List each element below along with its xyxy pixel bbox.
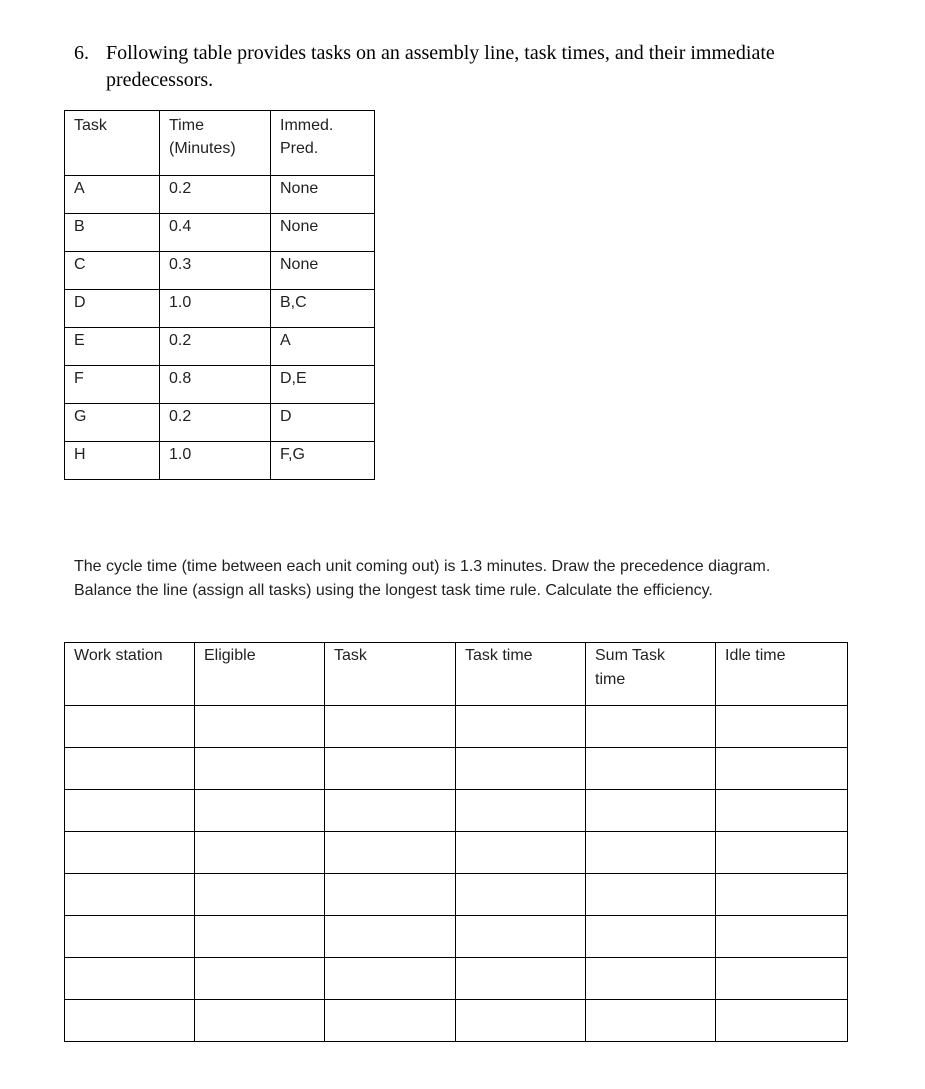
header-task-time: Task time <box>456 643 586 706</box>
blank-cell[interactable] <box>586 958 716 1000</box>
time-cell: 0.2 <box>160 328 271 366</box>
blank-cell[interactable] <box>716 916 848 958</box>
blank-cell[interactable] <box>716 790 848 832</box>
empty-row <box>65 832 848 874</box>
header-sum-task-time: Sum Task time <box>586 643 716 706</box>
blank-cell[interactable] <box>586 832 716 874</box>
empty-row <box>65 916 848 958</box>
blank-cell[interactable] <box>456 874 586 916</box>
blank-cell[interactable] <box>456 790 586 832</box>
blank-cell[interactable] <box>716 832 848 874</box>
blank-cell[interactable] <box>195 1000 325 1042</box>
blank-cell[interactable] <box>456 958 586 1000</box>
table-row <box>65 252 375 290</box>
time-cell: 0.3 <box>160 252 271 290</box>
time-cell: 1.0 <box>160 442 271 480</box>
task-cell: H <box>65 442 160 480</box>
question-text: Following table provides tasks on an assembly line, task times, and their immediate predecessors. <box>106 42 775 91</box>
blank-cell[interactable] <box>195 958 325 1000</box>
blank-cell[interactable] <box>65 916 195 958</box>
empty-row <box>65 1000 848 1042</box>
question <box>74 40 864 94</box>
blank-cell[interactable] <box>325 958 456 1000</box>
instructions-text: The cycle time (time between each unit coming out) is 1.3 minutes. Draw the precedence diagram. Balance the line (assign all tasks) using the longest task time rule. Calculate the efficiency. <box>74 558 771 599</box>
blank-cell[interactable] <box>325 790 456 832</box>
pred-cell: D,E <box>271 366 375 404</box>
header-eligible: Eligible <box>195 643 325 706</box>
time-cell: 1.0 <box>160 290 271 328</box>
header-time: Time (Minutes) <box>160 111 271 176</box>
task-cell: E <box>65 328 160 366</box>
blank-cell[interactable] <box>65 706 195 748</box>
blank-cell[interactable] <box>325 706 456 748</box>
pred-cell: D <box>271 404 375 442</box>
blank-cell[interactable] <box>195 832 325 874</box>
blank-cell[interactable] <box>195 874 325 916</box>
header-work-station: Work station <box>65 643 195 706</box>
pred-cell: None <box>271 252 375 290</box>
blank-cell[interactable] <box>325 916 456 958</box>
blank-cell[interactable] <box>65 748 195 790</box>
pred-cell: F,G <box>271 442 375 480</box>
table-row <box>65 366 375 404</box>
blank-cell[interactable] <box>195 790 325 832</box>
task-table-header-row <box>65 111 375 176</box>
table-row <box>65 290 375 328</box>
empty-row <box>65 958 848 1000</box>
time-cell: 0.2 <box>160 176 271 214</box>
question-number: 6. <box>74 42 89 64</box>
blank-cell[interactable] <box>65 832 195 874</box>
table-row <box>65 404 375 442</box>
blank-cell[interactable] <box>586 874 716 916</box>
blank-cell[interactable] <box>716 748 848 790</box>
blank-cell[interactable] <box>716 874 848 916</box>
task-cell: D <box>65 290 160 328</box>
blank-cell[interactable] <box>325 748 456 790</box>
blank-cell[interactable] <box>456 748 586 790</box>
pred-cell: A <box>271 328 375 366</box>
blank-cell[interactable] <box>195 748 325 790</box>
time-cell: 0.2 <box>160 404 271 442</box>
workstation-table-header-row <box>65 643 848 706</box>
blank-cell[interactable] <box>716 1000 848 1042</box>
pred-cell: None <box>271 214 375 252</box>
task-cell: F <box>65 366 160 404</box>
blank-cell[interactable] <box>65 958 195 1000</box>
blank-cell[interactable] <box>586 706 716 748</box>
table-row <box>65 176 375 214</box>
blank-cell[interactable] <box>586 916 716 958</box>
time-cell: 0.8 <box>160 366 271 404</box>
task-cell: C <box>65 252 160 290</box>
task-cell: B <box>65 214 160 252</box>
blank-cell[interactable] <box>325 1000 456 1042</box>
workstation-table <box>64 642 848 1042</box>
blank-cell[interactable] <box>586 1000 716 1042</box>
blank-cell[interactable] <box>325 832 456 874</box>
blank-cell[interactable] <box>456 916 586 958</box>
header-task: Task <box>65 111 160 176</box>
pred-cell: None <box>271 176 375 214</box>
empty-row <box>65 748 848 790</box>
empty-row <box>65 874 848 916</box>
blank-cell[interactable] <box>586 790 716 832</box>
blank-cell[interactable] <box>65 1000 195 1042</box>
table-row <box>65 442 375 480</box>
task-cell: A <box>65 176 160 214</box>
blank-cell[interactable] <box>716 958 848 1000</box>
blank-cell[interactable] <box>586 748 716 790</box>
empty-row <box>65 706 848 748</box>
table-row <box>65 214 375 252</box>
blank-cell[interactable] <box>325 874 456 916</box>
header-task: Task <box>325 643 456 706</box>
blank-cell[interactable] <box>65 874 195 916</box>
table-row <box>65 328 375 366</box>
time-cell: 0.4 <box>160 214 271 252</box>
blank-cell[interactable] <box>195 916 325 958</box>
blank-cell[interactable] <box>195 706 325 748</box>
blank-cell[interactable] <box>716 706 848 748</box>
task-cell: G <box>65 404 160 442</box>
task-table <box>64 110 375 480</box>
blank-cell[interactable] <box>456 832 586 874</box>
blank-cell[interactable] <box>65 790 195 832</box>
pred-cell: B,C <box>271 290 375 328</box>
blank-cell[interactable] <box>456 706 586 748</box>
empty-row <box>65 790 848 832</box>
header-immed-pred: Immed. Pred. <box>271 111 375 176</box>
blank-cell[interactable] <box>456 1000 586 1042</box>
header-idle-time: Idle time <box>716 643 848 706</box>
